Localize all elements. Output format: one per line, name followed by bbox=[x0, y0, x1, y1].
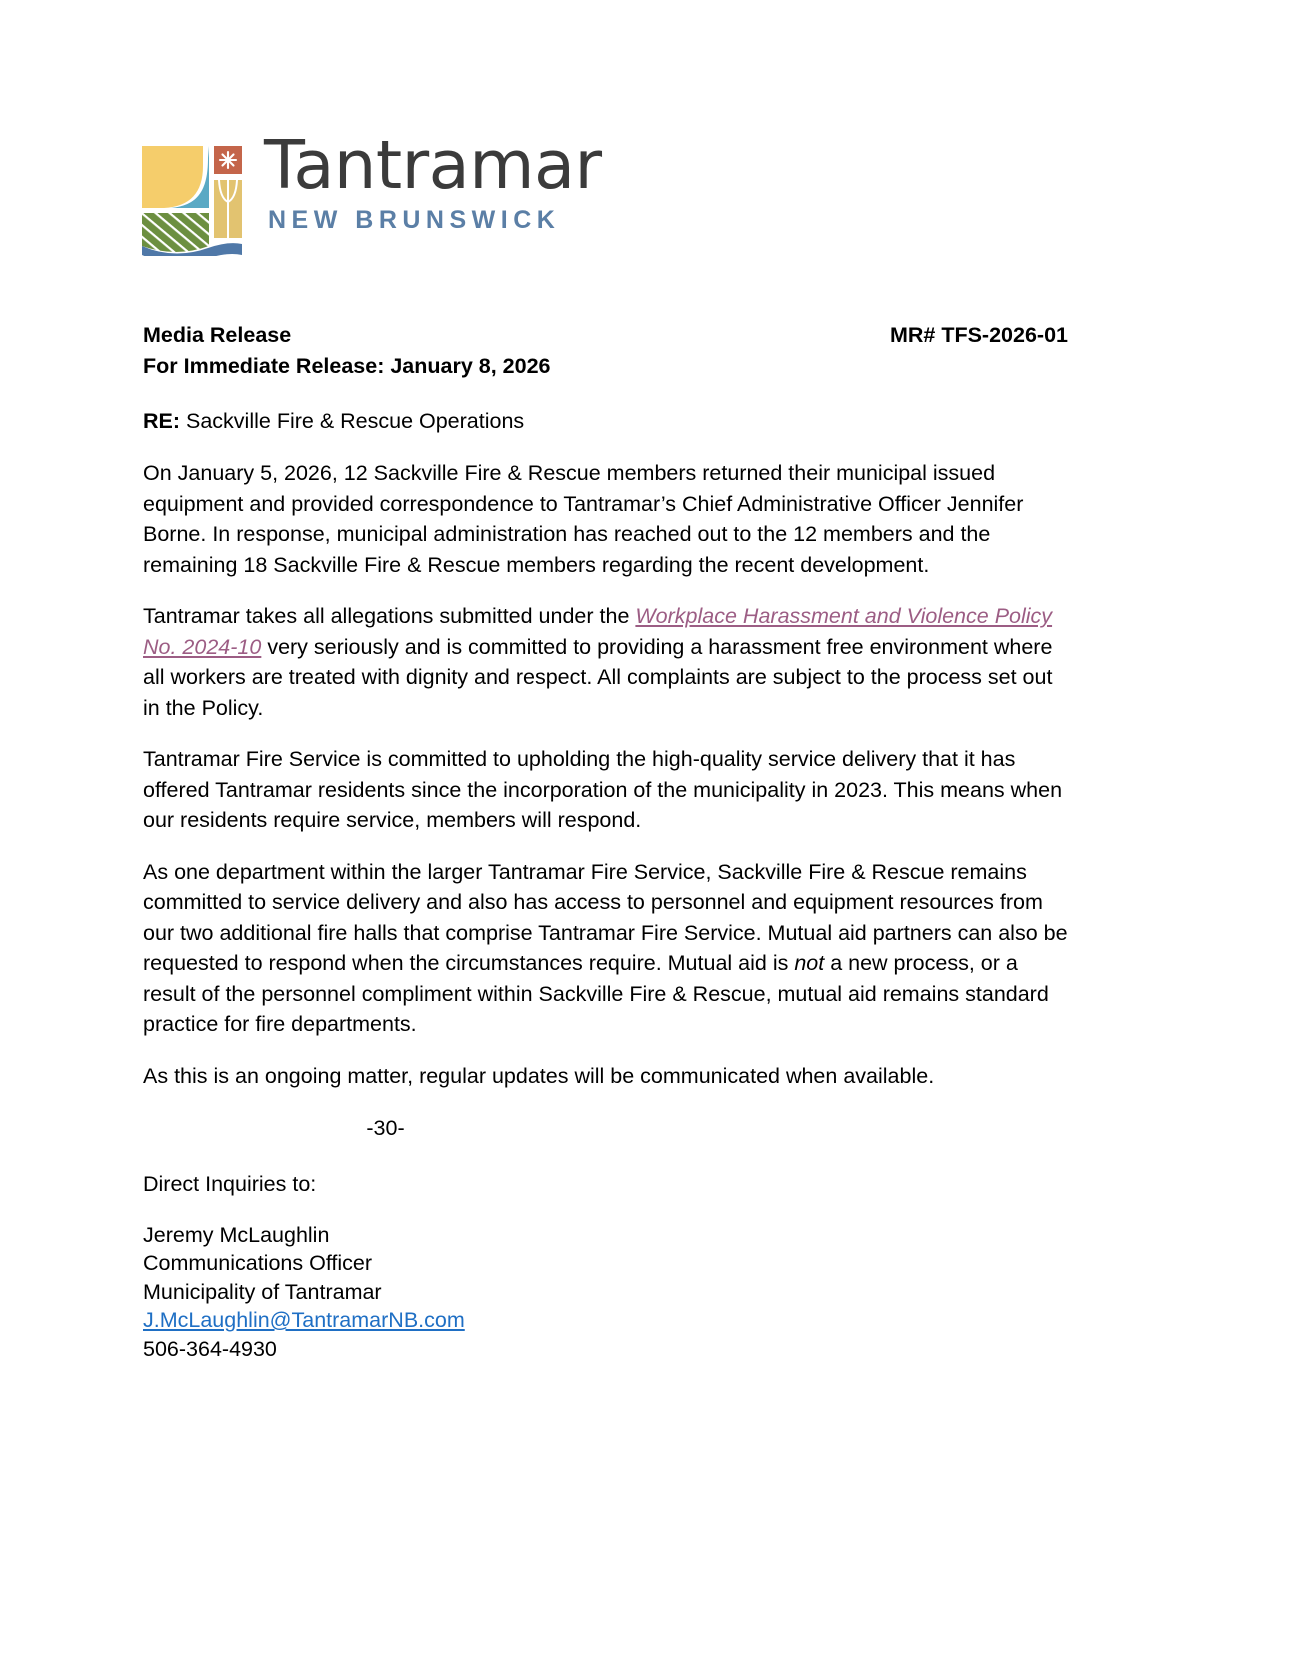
workplace-harassment-policy-link[interactable]: Workplace Harassment and Violence Policy No. 2024-10 bbox=[143, 604, 1053, 659]
paragraph-4-tail: a new process, or a result of the personnel compliment within Sackville Fire & Rescue, mutual aid remains standard practice for fire departments. bbox=[143, 951, 1049, 1036]
document-body bbox=[143, 320, 1068, 1363]
paragraph-3: Tantramar Fire Service is committed to upholding the high-quality service delivery that it has offered Tantramar residents since the incorporation of the municipality in 2023. This means when our residents require service, members will respond. bbox=[143, 747, 1063, 832]
paragraph-2-lead: Tantramar takes all allegations submitted under the bbox=[143, 604, 636, 628]
direct-inquiries-label: Direct Inquiries to: bbox=[143, 1172, 317, 1196]
subject-text: Sackville Fire & Rescue Operations bbox=[180, 409, 525, 433]
header-row bbox=[143, 320, 1068, 351]
paragraph-2 bbox=[143, 601, 1068, 723]
wordmark-new-brunswick: NEW BRUNSWICK bbox=[268, 205, 561, 234]
release-date-line: For Immediate Release: January 8, 2026 bbox=[143, 354, 551, 378]
paragraph-4 bbox=[143, 857, 1068, 1040]
paragraph-4-emphasis: not bbox=[794, 951, 825, 975]
tantramar-logo-icon bbox=[140, 128, 244, 256]
paragraph-5: As this is an ongoing matter, regular updates will be communicated when available. bbox=[143, 1063, 935, 1088]
logo-wordmark bbox=[264, 128, 602, 235]
page-title: Media Release bbox=[143, 323, 292, 347]
wordmark-tantramar: Tantramar bbox=[264, 126, 602, 204]
end-marker: -30- bbox=[366, 1116, 405, 1140]
contact-title: Communications Officer bbox=[143, 1251, 373, 1275]
subject-label: RE: bbox=[143, 409, 181, 433]
letterhead bbox=[140, 128, 602, 256]
contact-phone: 506-364-4930 bbox=[143, 1336, 277, 1361]
contact-name: Jeremy McLaughlin bbox=[143, 1222, 330, 1247]
mr-number: MR# TFS-2026-01 bbox=[889, 323, 1068, 347]
paragraph-1: On January 5, 2026, 12 Sackville Fire & Rescue members returned their municipal issued equipment and provided correspondence to Tantramar’s Chief Administrative Officer Jennifer Borne. In response, municipal administration has reached out to the 12 members and the remaining 18 Sackville Fire & Rescue members regarding the recent development. bbox=[143, 461, 1024, 577]
subject-line bbox=[143, 406, 1068, 436]
contact-block bbox=[143, 1221, 1068, 1364]
paragraph-4-lead: As one department within the larger Tantramar Fire Service, Sackville Fire & Rescue remains committed to service delivery and also has access to personnel and equipment resources from our two additional fire halls that comprise Tantramar Fire Service. Mutual aid partners can also be requested to respond when the circumstances require. Mutual aid is bbox=[143, 859, 1068, 975]
contact-organization: Municipality of Tantramar bbox=[143, 1279, 382, 1304]
paragraph-2-tail: very seriously and is committed to providing a harassment free environment where all workers are treated with dignity and respect. All complaints are subject to the process set out in the Policy. bbox=[143, 634, 1053, 720]
contact-email-link[interactable]: J.McLaughlin@TantramarNB.com bbox=[143, 1308, 465, 1332]
